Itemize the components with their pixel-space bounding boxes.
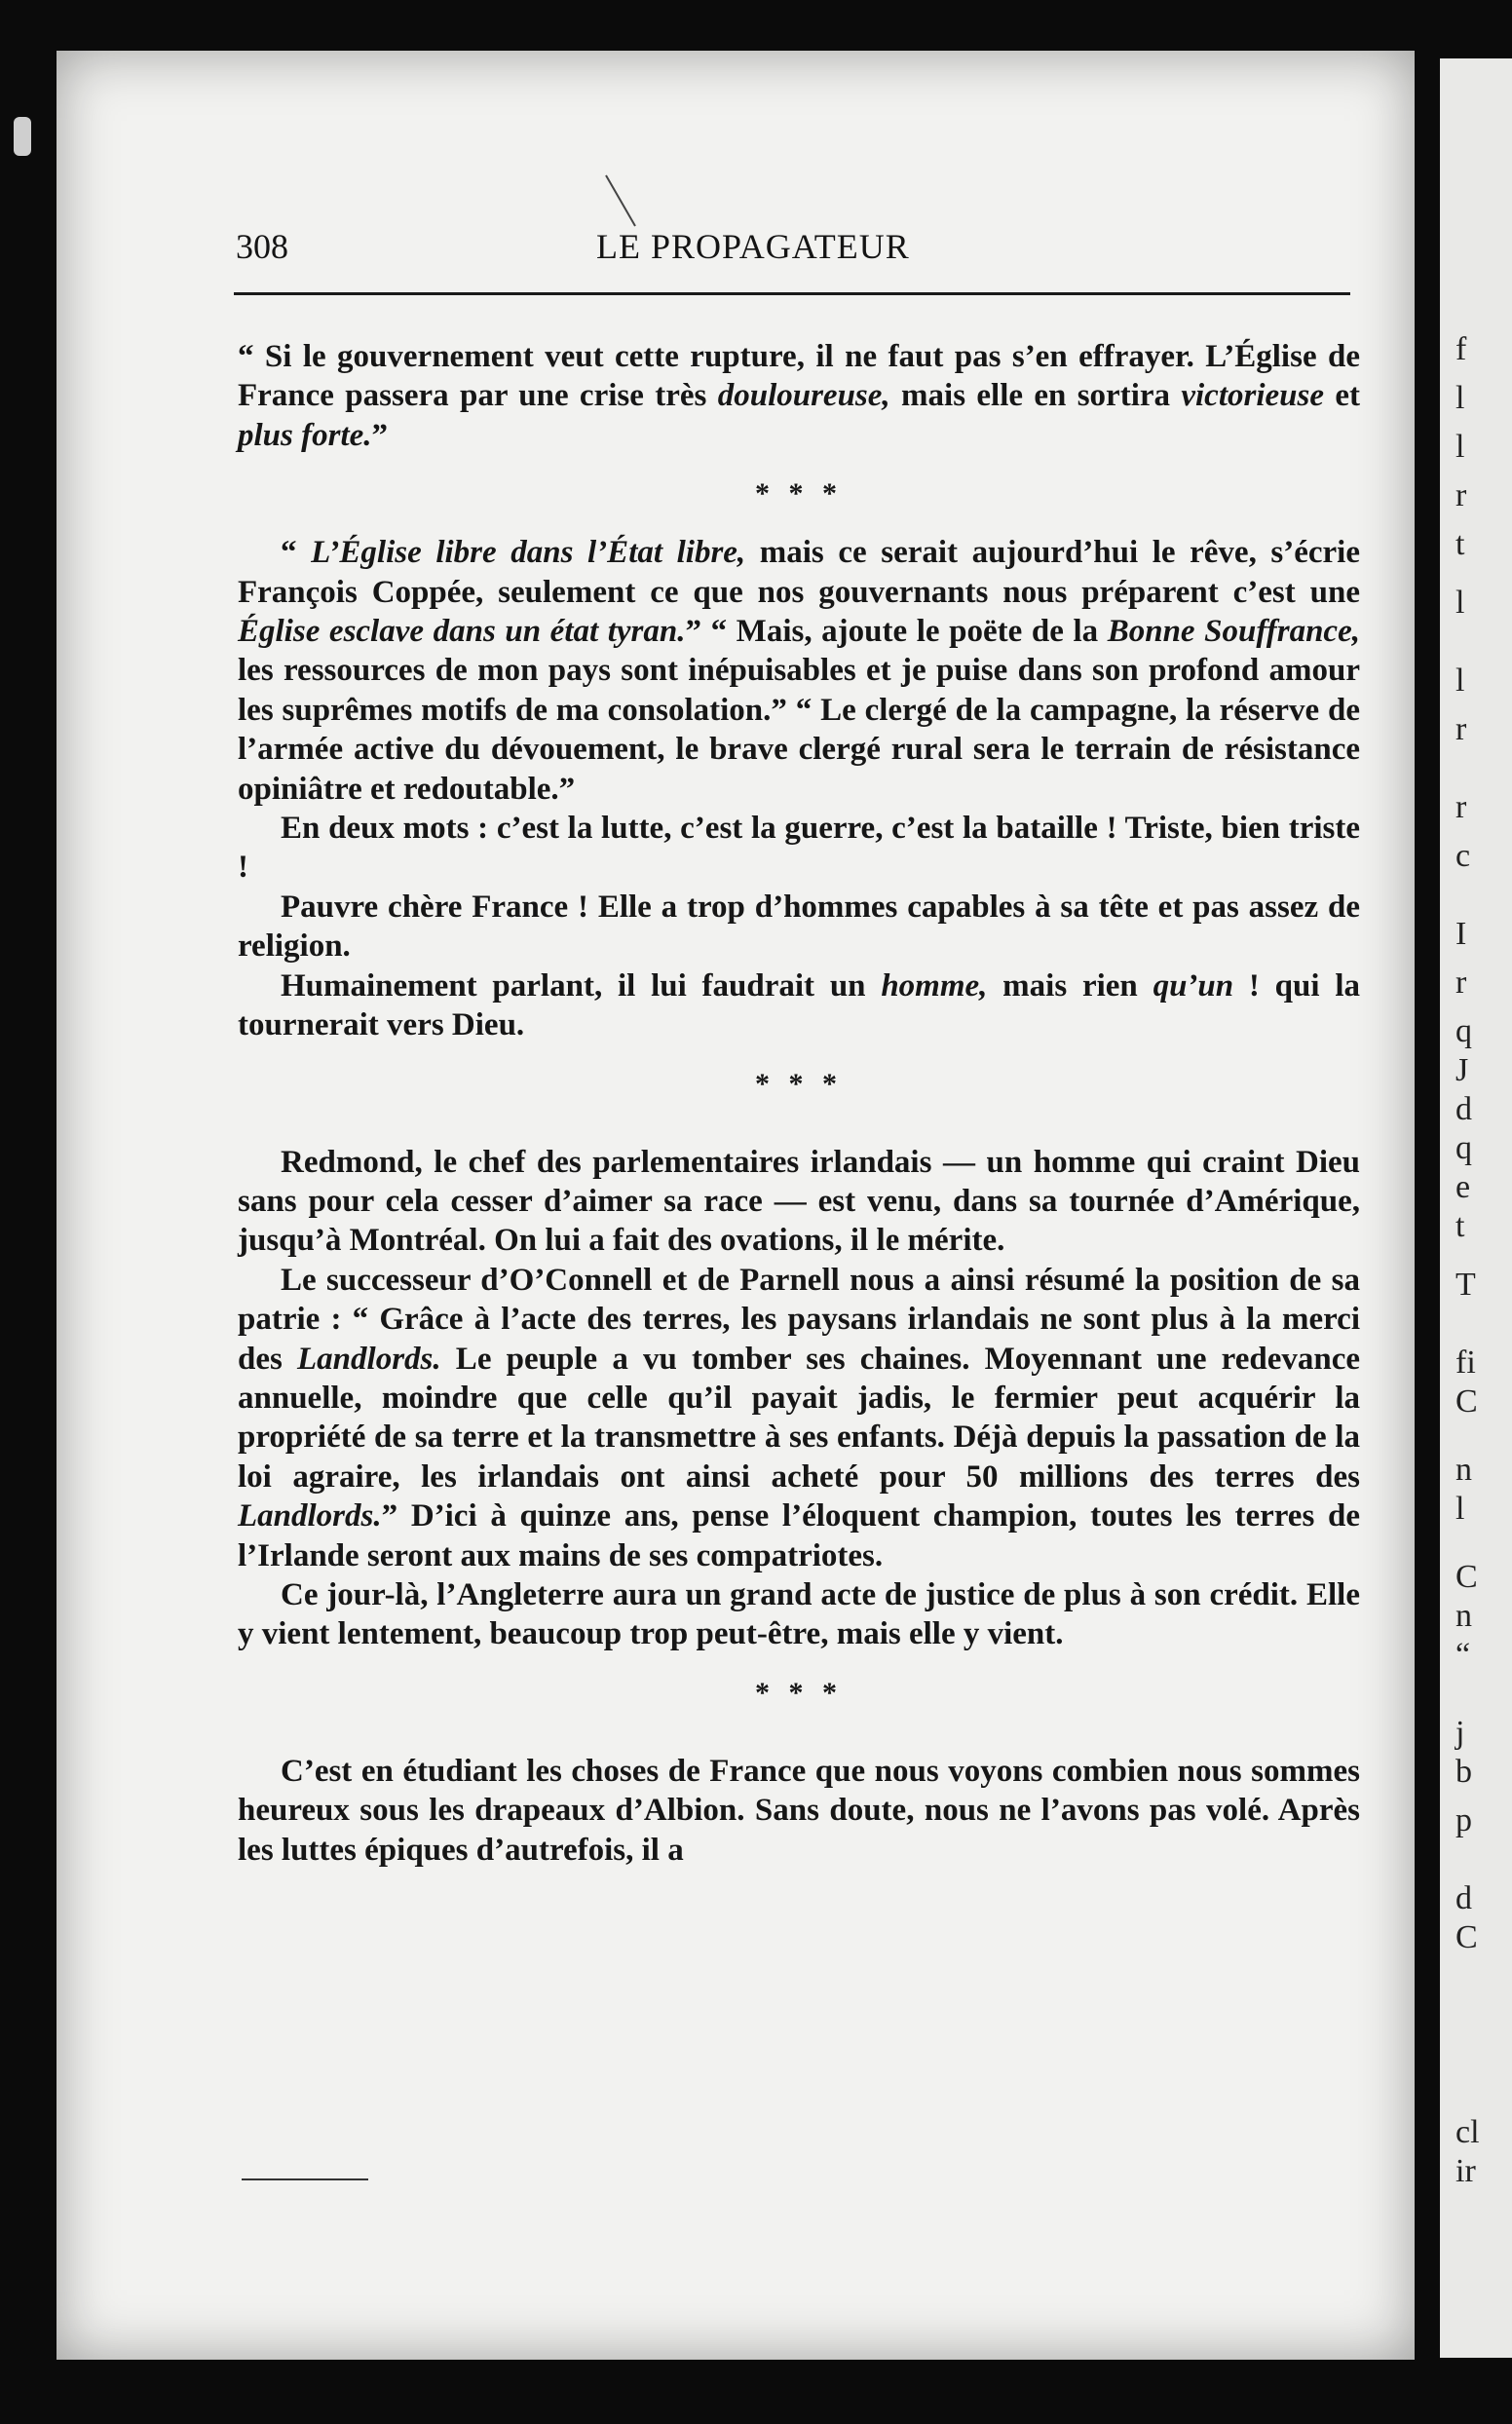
facing-fragment: J [1455, 1052, 1469, 1088]
facing-fragment: I [1455, 916, 1467, 952]
text-run: mais elle en sortira [889, 378, 1182, 414]
facing-fragment: n [1455, 1452, 1472, 1488]
running-title: LE PROPAGATEUR [596, 227, 910, 266]
facing-fragment: l [1455, 1491, 1465, 1527]
italic-run: Bonne Souffrance, [1107, 614, 1360, 650]
section-separator: * * * [755, 1676, 843, 1709]
paragraph-2 [238, 533, 1360, 809]
spacer [238, 1123, 1360, 1143]
facing-fragment: t [1455, 1208, 1465, 1244]
facing-fragment: fi [1455, 1345, 1476, 1381]
paragraph-4: Pauvre chère France ! Elle a trop d’hommes capables à sa tête et pas assez de religion. [238, 889, 1360, 965]
facing-fragment: p [1455, 1802, 1472, 1838]
article-body [238, 337, 1360, 1870]
scan-edge-mark [14, 117, 31, 156]
italic-run: qu’un [1153, 967, 1234, 1004]
header-rule [234, 292, 1350, 295]
facing-fragment: f [1455, 331, 1467, 367]
text-run: ! qui la tournerait vers Dieu. [238, 967, 1360, 1043]
italic-run: Landlords. [297, 1341, 441, 1377]
footnote-rule [242, 2178, 368, 2180]
spacer [238, 1732, 1360, 1752]
facing-fragment: C [1455, 1919, 1478, 1955]
facing-fragment: r [1455, 477, 1467, 513]
paragraph-1 [238, 337, 1360, 455]
text-run: ” [371, 417, 389, 453]
text-run: Humainement parlant, il lui faudrait un [281, 967, 882, 1004]
italic-run: Église esclave dans un état tyran. [238, 614, 686, 650]
facing-fragment: n [1455, 1598, 1472, 1634]
italic-run: douloureuse, [717, 378, 890, 414]
facing-fragment: e [1455, 1169, 1471, 1205]
text-run: mais rien [987, 967, 1153, 1004]
paragraph-6: Redmond, le chef des parlementaires irlandais — un homme qui craint Dieu sans pour cela cesser d’aimer sa race — est venu, dans sa tournée d’Amérique, jusqu’à Montréal. On lui a fait des ovations, il le mérite. [238, 1144, 1360, 1259]
italic-run: L’Église libre dans l’État libre, [311, 535, 746, 571]
text-run: “ Si le gouvernement veut cette rupture, il ne faut pas s’en effrayer. L’Église de France passera par une crise très [238, 339, 1360, 414]
section-separator: * * * [755, 1067, 843, 1100]
facing-fragment: r [1455, 789, 1467, 825]
facing-fragment: r [1455, 711, 1467, 747]
facing-fragment: ir [1455, 2153, 1476, 2189]
page-number: 308 [236, 227, 288, 266]
section-separator: * * * [755, 477, 843, 511]
facing-fragment: r [1455, 965, 1467, 1001]
italic-run: homme, [881, 967, 988, 1004]
facing-fragment: C [1455, 1383, 1478, 1420]
paragraph-7 [238, 1261, 1360, 1575]
facing-fragment: b [1455, 1754, 1472, 1790]
text-run: ” D’ici à quinze ans, pense l’éloquent champion, toutes les terres de l’Irlande seront aux mains de ses compatriotes. [238, 1498, 1360, 1573]
text-run: “ [281, 535, 312, 571]
facing-fragment: j [1455, 1715, 1465, 1751]
facing-fragment: c [1455, 838, 1471, 874]
facing-fragment: “ [1455, 1637, 1471, 1673]
italic-run: Landlords. [238, 1498, 382, 1534]
facing-page-edge [1440, 58, 1512, 2358]
facing-fragment: l [1455, 380, 1465, 416]
facing-fragment: l [1455, 429, 1465, 465]
facing-fragment: cl [1455, 2114, 1480, 2150]
facing-fragment: d [1455, 1880, 1472, 1916]
facing-fragment: l [1455, 585, 1465, 621]
paragraph-9: C’est en étudiant les choses de France que nous voyons combien nous sommes heureux sous les drapeaux d’Albion. Sans doute, nous ne l’avons pas volé. Après les luttes épiques d’autrefois, il a [238, 1753, 1360, 1868]
facing-fragment: C [1455, 1559, 1478, 1595]
facing-fragment: t [1455, 526, 1465, 562]
facing-fragment: T [1455, 1267, 1476, 1303]
text-run: Le successeur d’O’Connell et de Parnell nous a ainsi résumé la position de sa patrie : “ Grâce à l’acte des terres, les paysans irlandais ne sont plus à la merci des [238, 1262, 1360, 1377]
paragraph-8: Ce jour-là, l’Angleterre aura un grand acte de justice de plus à son crédit. Elle y vient lentement, beaucoup trop peut-être, mais elle y vient. [238, 1576, 1360, 1652]
italic-run: plus forte. [238, 417, 372, 453]
page-header [236, 226, 1356, 284]
text-run: Le peuple a vu tomber ses chaines. Moyennant une redevance annuelle, moindre que celle qu’il payait jadis, le fermier peut acquérir la propriété de sa terre et la transmettre à ses enfants. Déjà depuis la passation de la loi agraire, les irlandais ont ainsi acheté pour 50 millions des terres des [238, 1341, 1360, 1495]
paragraph-5 [238, 966, 1360, 1045]
text-run: les ressources de mon pays sont inépuisables et je puise dans son profond amour les suprêmes motifs de ma consolation.” “ Le clergé de la campagne, la réserve de l’armée active du dévouement, le brave clergé rural sera le terrain de résistance opiniâtre et redoutable.” [238, 653, 1360, 807]
paragraph-3: En deux mots : c’est la lutte, c’est la guerre, c’est la bataille ! Triste, bien triste ! [238, 811, 1360, 886]
text-run: et [1324, 378, 1360, 414]
text-run: mais ce serait aujourd’hui le rêve, s’écrie François Coppée, seulement ce que nos gouvernants nous préparent c’est une [238, 535, 1360, 610]
facing-fragment: d [1455, 1091, 1472, 1127]
italic-run: victorieuse [1181, 378, 1324, 414]
facing-fragment: q [1455, 1130, 1472, 1166]
facing-fragment: l [1455, 663, 1465, 699]
text-run: ” “ Mais, ajoute le poëte de la [685, 614, 1108, 650]
facing-fragment: q [1455, 1013, 1472, 1049]
